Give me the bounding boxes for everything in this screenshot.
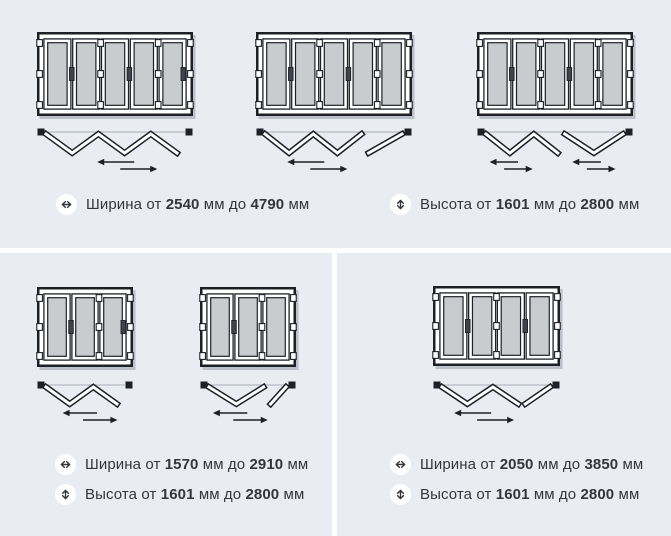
fold-pattern-5panel-2	[255, 126, 413, 172]
width-spec	[55, 453, 308, 475]
spec-text: Ширина от 2050 мм до 3850 мм	[420, 455, 644, 473]
section-bottom-left	[0, 253, 332, 536]
door-diagram-3panel-2	[200, 287, 296, 367]
arrow-horizontal-icon	[390, 454, 411, 475]
fold-pattern-3panel-1	[36, 379, 134, 423]
door-diagram-3panel-1	[37, 287, 133, 367]
fold-pattern-5panel-3	[476, 126, 634, 172]
spec-text: Ширина от 1570 мм до 2910 мм	[85, 455, 309, 473]
width-spec	[56, 193, 309, 215]
section-bottom-right	[337, 253, 671, 536]
height-spec	[55, 483, 304, 505]
arrow-vertical-icon	[390, 484, 411, 505]
arrow-horizontal-icon	[56, 194, 77, 215]
height-spec	[390, 483, 639, 505]
door-diagram-5panel-1	[37, 32, 193, 116]
section-top	[0, 0, 671, 248]
height-spec	[390, 193, 639, 215]
spec-text: Высота от 1601 мм до 2800 мм	[420, 195, 640, 213]
spec-text: Ширина от 2540 мм до 4790 мм	[86, 195, 310, 213]
spec-text: Высота от 1601 мм до 2800 мм	[420, 485, 640, 503]
fold-pattern-5panel-1	[36, 126, 194, 172]
spec-text: Высота от 1601 мм до 2800 мм	[85, 485, 305, 503]
fold-pattern-4panel	[432, 379, 561, 423]
door-diagram-5panel-2	[256, 32, 412, 116]
arrow-horizontal-icon	[55, 454, 76, 475]
fold-pattern-3panel-2	[199, 379, 297, 423]
width-spec	[390, 453, 643, 475]
door-diagram-4panel	[433, 286, 560, 366]
arrow-vertical-icon	[390, 194, 411, 215]
arrow-vertical-icon	[55, 484, 76, 505]
door-diagram-5panel-3	[477, 32, 633, 116]
